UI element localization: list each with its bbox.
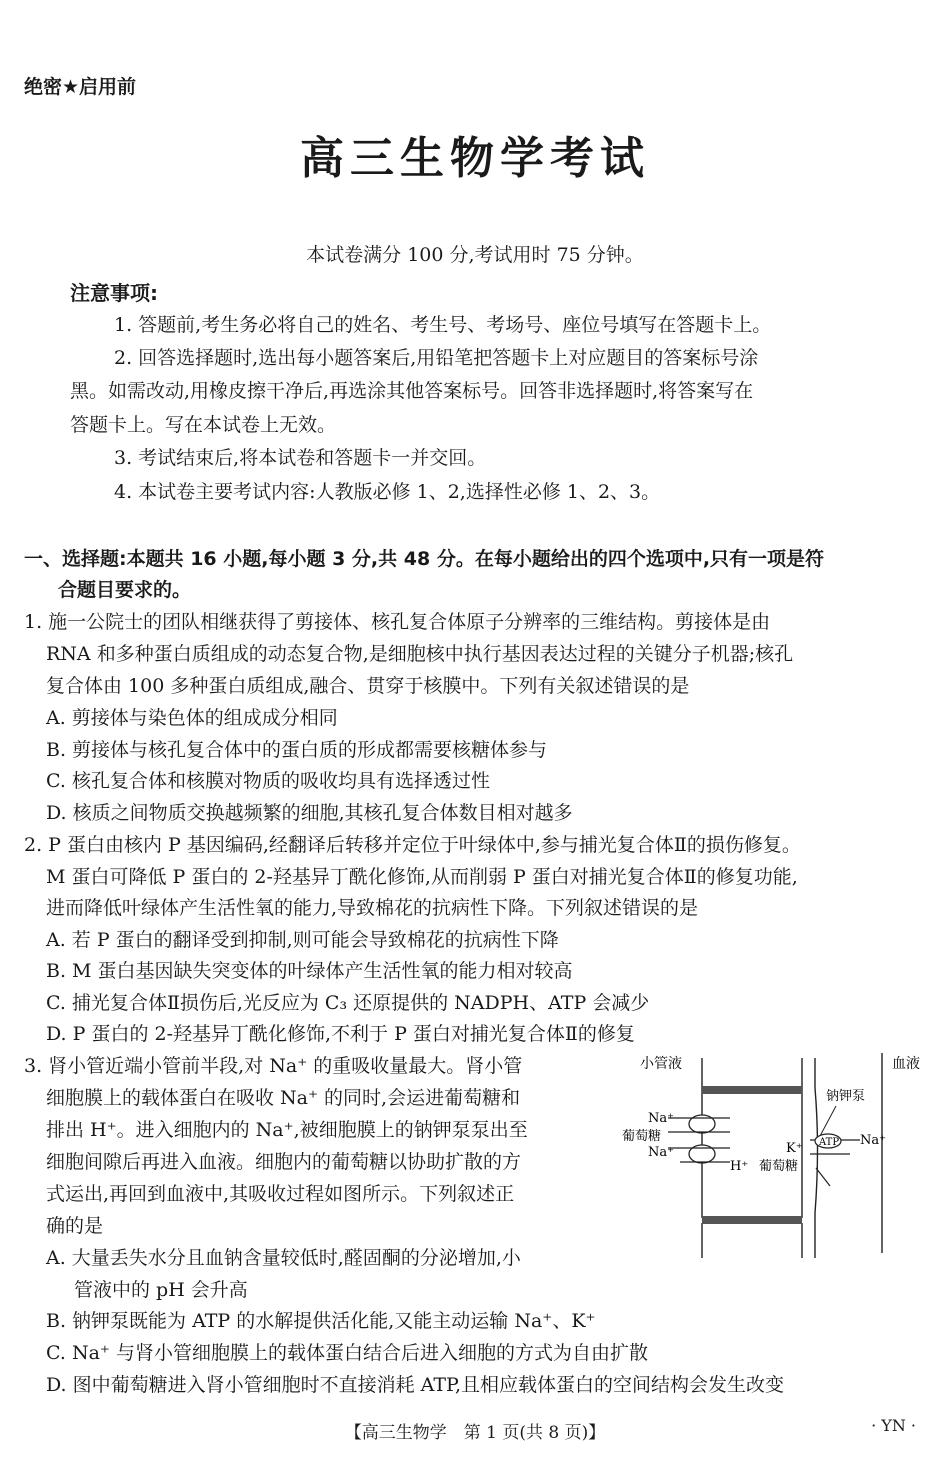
tight-junction — [702, 1086, 802, 1094]
label-na-1: Na⁺ — [648, 1111, 674, 1126]
q1-option-d: D. 核质之间物质交换越频繁的细胞,其核孔复合体数目相对越多 — [46, 802, 573, 824]
label-glucose-2: 葡萄糖 — [759, 1159, 799, 1174]
page-footer: 【高三生物学 第 1 页(共 8 页)】 — [344, 1423, 606, 1443]
q2-stem: M 蛋白可降低 P 蛋白的 2-羟基异丁酰化修饰,从而削弱 P 蛋白对捕光复合体Ⅱ的修复功能, — [46, 866, 798, 888]
q3-stem: 式运出,再回到血液中,其吸收过程如图所示。下列叙述正 — [46, 1183, 515, 1205]
q2-option-d: D. P 蛋白的 2-羟基异丁酰化修饰,不利于 P 蛋白对捕光复合体Ⅱ的修复 — [46, 1023, 635, 1045]
notice-line: 3. 考试结束后,将本试卷和答题卡一并交回。 — [114, 447, 487, 469]
q3-option-b: B. 钠钾泵既能为 ATP 的水解提供活化能,又能主动运输 Na⁺、K⁺ — [46, 1310, 596, 1332]
notice-line: 黑。如需改动,用橡皮擦干净后,再选涂其他答案标号。回答非选择题时,将答案写在 — [70, 380, 754, 402]
label-k: K⁺ — [786, 1141, 803, 1156]
tight-junction — [702, 1216, 802, 1224]
exam-title: 高三生物学考试 — [300, 133, 650, 184]
q3-option-c: C. Na⁺ 与肾小管细胞膜上的载体蛋白结合后进入细胞的方式为自由扩散 — [46, 1342, 648, 1364]
q1-option-b: B. 剪接体与核孔复合体中的蛋白质的形成都需要核糖体参与 — [46, 739, 548, 761]
renal-tubule-diagram — [620, 1048, 930, 1258]
label-pump: 钠钾泵 — [826, 1089, 866, 1104]
q3-stem: 排出 H⁺。进入细胞内的 Na⁺,被细胞膜上的钠钾泵泵出至 — [46, 1119, 528, 1141]
page-code: · YN · — [871, 1416, 916, 1435]
q3-option-d: D. 图中葡萄糖进入肾小管细胞时不直接消耗 ATP,且相应载体蛋白的空间结构会发生改变 — [46, 1374, 785, 1396]
q3-stem: 3. 肾小管近端小管前半段,对 Na⁺ 的重吸收量最大。肾小管 — [24, 1055, 523, 1077]
notice-line: 2. 回答选择题时,选出每小题答案后,用铅笔把答题卡上对应题目的答案标号涂 — [114, 347, 759, 369]
q1-option-a: A. 剪接体与染色体的组成成分相同 — [46, 707, 338, 729]
notice-heading: 注意事项: — [70, 281, 158, 305]
label-lumen: 小管液 — [640, 1056, 682, 1072]
section-heading-cont: 合题目要求的。 — [58, 579, 192, 601]
secret-label: 绝密★启用前 — [24, 76, 137, 98]
notice-line: 1. 答题前,考生务必将自己的姓名、考生号、考场号、座位号填写在答题卡上。 — [114, 314, 772, 336]
label-atp: ATP — [819, 1137, 840, 1148]
label-h: H⁺ — [730, 1159, 749, 1174]
pump-pointer — [820, 1106, 836, 1136]
label-na-2: Na⁺ — [648, 1145, 674, 1160]
q1-stem: 1. 施一公院士的团队相继获得了剪接体、核孔复合体原子分辨率的三维结构。剪接体是由 — [24, 611, 771, 633]
exam-subtitle: 本试卷满分 100 分,考试用时 75 分钟。 — [306, 244, 644, 266]
notice-line: 答题卡上。写在本试卷上无效。 — [70, 414, 337, 436]
label-blood: 血液 — [892, 1056, 920, 1072]
q3-option-a: A. 大量丢失水分且血钠含量较低时,醛固酮的分泌增加,小 — [46, 1247, 521, 1269]
label-glucose-1: 葡萄糖 — [622, 1129, 662, 1144]
q2-option-b: B. M 蛋白基因缺失突变体的叶绿体产生活性氧的能力相对较高 — [46, 960, 573, 982]
notice-line: 4. 本试卷主要考试内容:人教版必修 1、2,选择性必修 1、2、3。 — [114, 481, 661, 503]
q3-stem: 确的是 — [46, 1215, 104, 1237]
q1-stem: 复合体由 100 多种蛋白质组成,融合、贯穿于核膜中。下列有关叙述错误的是 — [46, 675, 690, 697]
q2-stem: 2. P 蛋白由核内 P 基因编码,经翻译后转移并定位于叶绿体中,参与捕光复合体Ⅱ的损伤修复。 — [24, 834, 801, 856]
q2-option-a: A. 若 P 蛋白的翻译受到抑制,则可能会导致棉花的抗病性下降 — [46, 929, 559, 951]
q2-option-c: C. 捕光复合体Ⅱ损伤后,光反应为 C₃ 还原提供的 NADPH、ATP 会减少 — [46, 992, 650, 1014]
q3-stem: 细胞间隙后再进入血液。细胞内的葡萄糖以协助扩散的方 — [46, 1151, 522, 1173]
q3-option-a-cont: 管液中的 pH 会升高 — [74, 1279, 248, 1301]
q3-stem: 细胞膜上的载体蛋白在吸收 Na⁺ 的同时,会运进葡萄糖和 — [46, 1087, 521, 1109]
label-na-3: Na⁺ — [860, 1133, 886, 1148]
section-heading: 一、选择题:本题共 16 小题,每小题 3 分,共 48 分。在每小题给出的四个选项中,只有一项是符 — [24, 548, 825, 570]
q1-option-c: C. 核孔复合体和核膜对物质的吸收均具有选择透过性 — [46, 770, 490, 792]
q2-stem: 进而降低叶绿体产生活性氧的能力,导致棉花的抗病性下降。下列叙述错误的是 — [46, 897, 699, 919]
q1-stem: RNA 和多种蛋白质组成的动态复合物,是细胞核中执行基因表达过程的关键分子机器;核孔 — [46, 643, 794, 665]
